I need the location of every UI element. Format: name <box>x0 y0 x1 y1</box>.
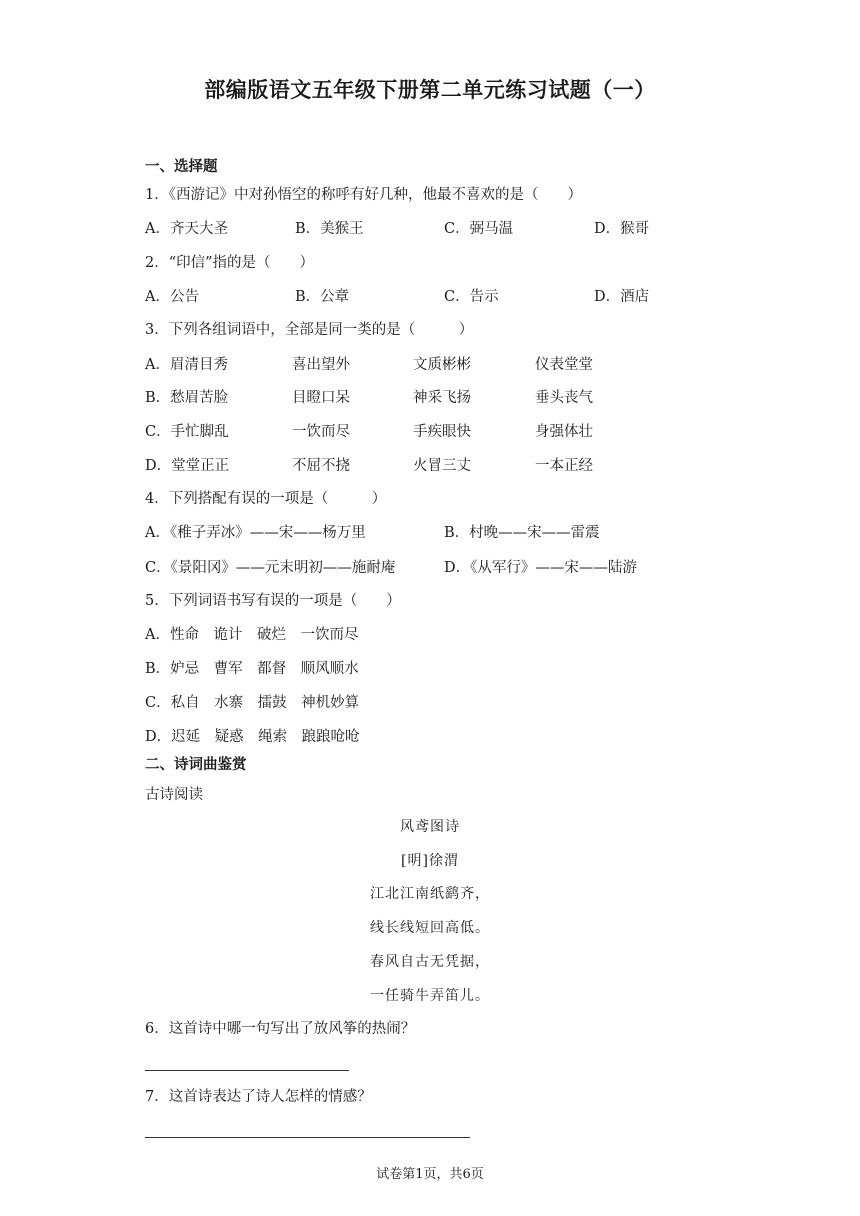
question-3-row-a-col-3: 文质彬彬 <box>413 357 471 373</box>
question-3-row-b-col-3: 神采飞扬 <box>413 390 471 406</box>
poem-intro: 古诗阅读 <box>145 787 203 803</box>
question-2-option-c: C．告示 <box>444 289 499 305</box>
poem-line-3: 春风自古无凭据， <box>370 954 490 970</box>
question-4-option-b: B．村晚——宋——雷震 <box>444 525 600 541</box>
question-6-answer-line[interactable] <box>145 1070 349 1071</box>
question-4-option-a: A．《稚子弄冰》——宋——杨万里 <box>145 525 366 541</box>
question-3-row-a-col-2: 喜出望外 <box>292 357 350 373</box>
question-3-row-c-col-1: C．手忙脚乱 <box>145 424 229 440</box>
poem-line-2: 线长线短回高低。 <box>370 920 490 936</box>
page-footer: 试卷第1页，共6页 <box>376 1167 484 1182</box>
question-3-row-c-col-2: 一饮而尽 <box>292 424 350 440</box>
question-7-stem: 7．这首诗表达了诗人怎样的情感？ <box>145 1089 372 1105</box>
question-2-stem: 2．“印信”指的是（ ） <box>145 255 315 271</box>
question-3-row-d-col-3: 火冒三丈 <box>413 458 471 474</box>
question-3-row-d-col-4: 一本正经 <box>535 458 593 474</box>
section-heading-choice: 一、选择题 <box>145 158 218 175</box>
question-5-option-d: D．迟延 疑惑 绳索 踉踉呛呛 <box>145 729 360 745</box>
question-3-stem: 3．下列各组词语中，全部是同一类的是（ ） <box>145 322 474 338</box>
question-3-row-c-col-3: 手疾眼快 <box>413 424 471 440</box>
question-4-stem: 4．下列搭配有误的一项是（ ） <box>145 491 387 507</box>
question-2-option-d: D．酒店 <box>594 289 650 305</box>
question-1-option-d: D．猴哥 <box>594 221 650 237</box>
question-3-row-a-col-1: A．眉清目秀 <box>145 357 228 373</box>
question-1-stem: 1．《西游记》中对孙悟空的称呼有好几种，他最不喜欢的是（ ） <box>145 187 582 203</box>
question-4-option-d: D．《从军行》——宋——陆游 <box>444 560 637 576</box>
document-title: 部编版语文五年级下册第二单元练习试题（一） <box>204 77 656 102</box>
question-3-row-b-col-1: B．愁眉苦脸 <box>145 390 229 406</box>
question-2-option-b: B．公章 <box>295 289 350 305</box>
question-5-option-b: B．妒忌 曹军 都督 顺风顺水 <box>145 661 359 677</box>
question-3-row-c-col-4: 身强体壮 <box>535 424 593 440</box>
question-5-stem: 5．下列词语书写有误的一项是（ ） <box>145 593 401 609</box>
section-heading-poetry: 二、诗词曲鉴赏 <box>145 756 247 773</box>
question-6-stem: 6．这首诗中哪一句写出了放风筝的热闹？ <box>145 1021 416 1037</box>
question-1-option-b: B．美猴王 <box>295 221 364 237</box>
question-4-option-c: C．《景阳冈》——元末明初——施耐庵 <box>145 560 396 576</box>
question-3-row-b-col-2: 目瞪口呆 <box>292 390 350 406</box>
question-3-row-a-col-4: 仪表堂堂 <box>535 357 593 373</box>
question-3-row-b-col-4: 垂头丧气 <box>535 390 593 406</box>
question-2-option-a: A．公告 <box>145 289 199 305</box>
question-5-option-a: A．性命 诡计 破烂 一饮而尽 <box>145 627 359 643</box>
question-3-row-d-col-1: D．堂堂正正 <box>145 458 230 474</box>
question-5-option-c: C．私自 水寨 擂鼓 神机妙算 <box>145 695 360 711</box>
question-7-answer-line[interactable] <box>145 1137 470 1138</box>
poem-author: [明]徐渭 <box>401 853 459 869</box>
poem-line-4: 一任骑牛弄笛儿。 <box>370 988 490 1004</box>
question-1-option-c: C．弼马温 <box>444 221 514 237</box>
poem-line-1: 江北江南纸鹞齐， <box>370 886 490 902</box>
question-3-row-d-col-2: 不屈不挠 <box>292 458 350 474</box>
poem-title: 风鸢图诗 <box>400 819 460 835</box>
question-1-option-a: A．齐天大圣 <box>145 221 228 237</box>
